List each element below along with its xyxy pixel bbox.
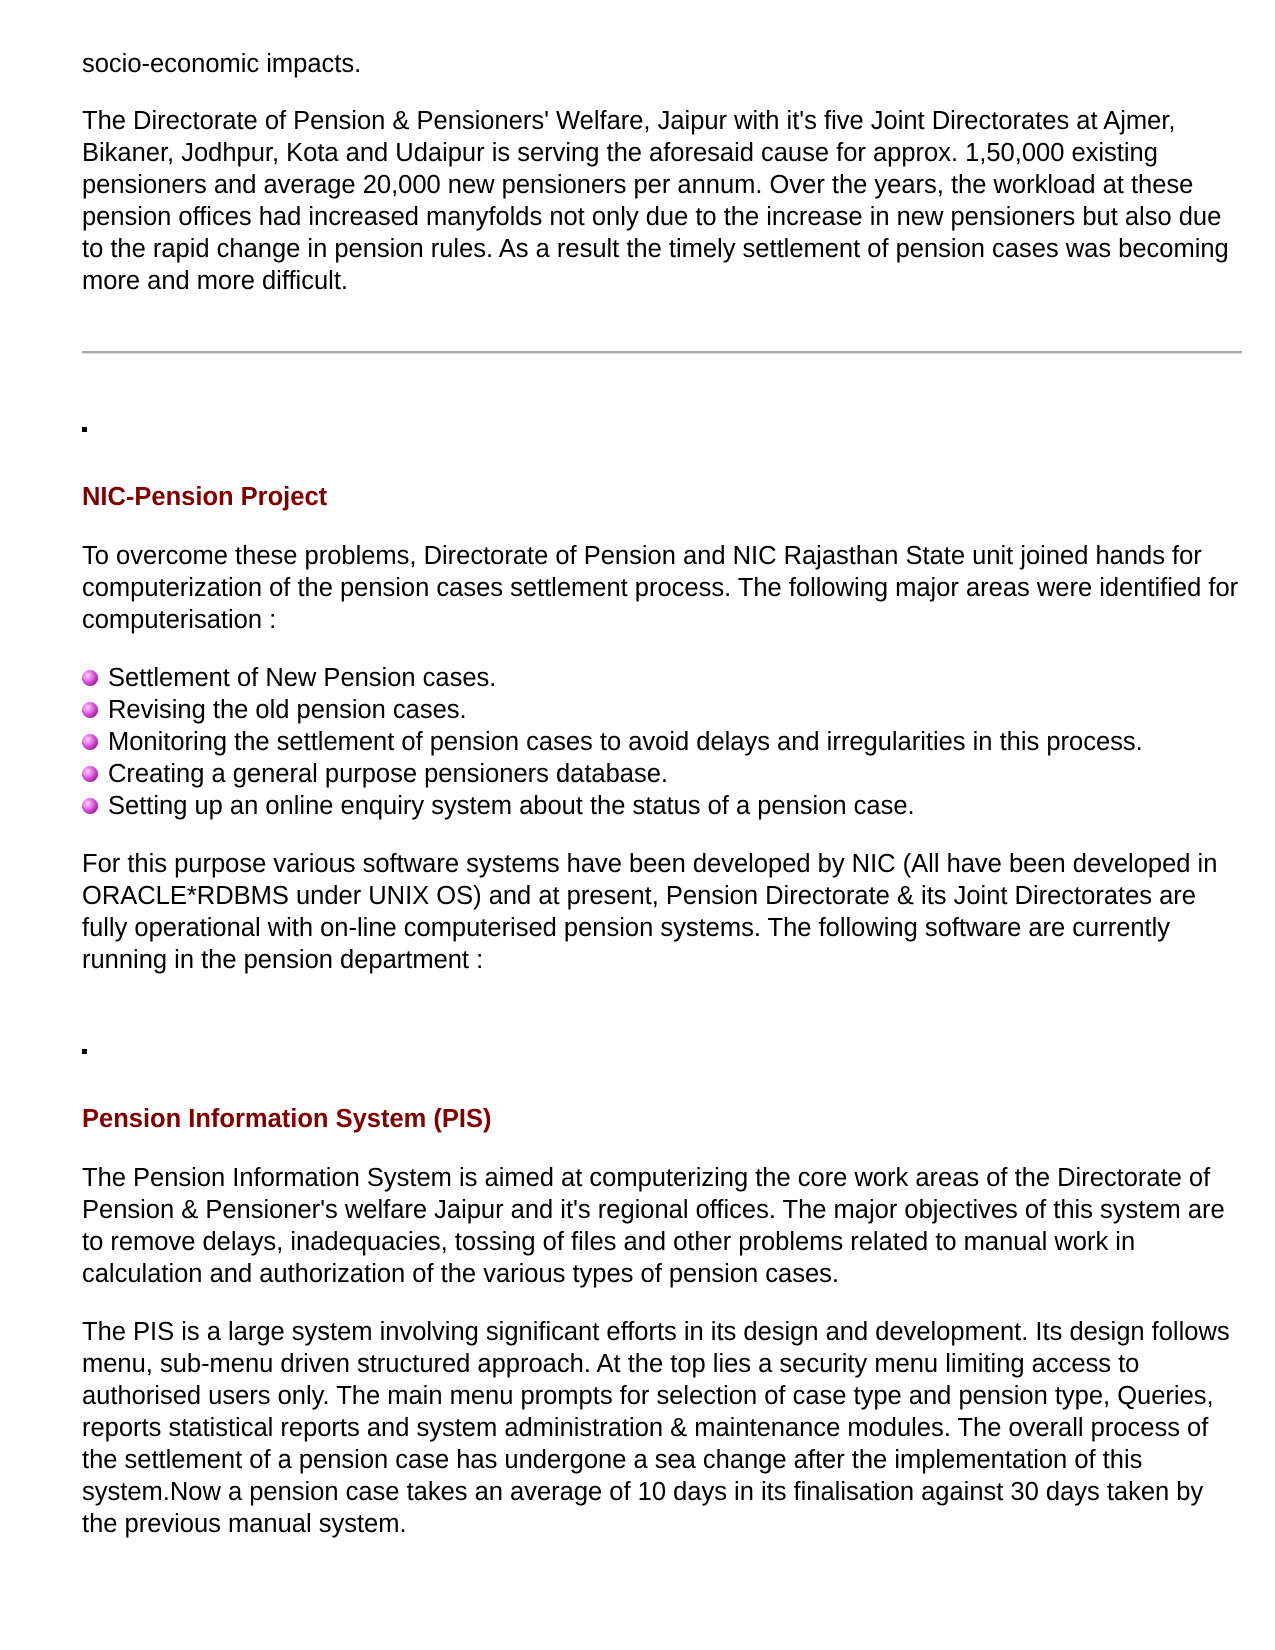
list-item-text: Revising the old pension cases. (108, 696, 467, 724)
nic-pension-project-heading: NIC-Pension Project (82, 483, 328, 511)
purple-ball-bullet-icon (82, 798, 98, 814)
list-item (82, 790, 1242, 822)
pis-heading: Pension Information System (PIS) (82, 1105, 492, 1133)
intro-tail-text: socio-economic impacts. (82, 50, 362, 78)
directorate-paragraph: The Directorate of Pension & Pensioners' Welfare, Jaipur with it's five Joint Directorates at Ajmer, Bikaner, Jodhpur, Kota and Udaipur is serving the aforesaid cause for approx. 1,50,000 existing pensioners and average 20,000 new pensioners per annum. Over the years, the workload at these pension offices had increased manyfolds not only due to the increase in new pensioners but also due to the rapid change in pension rules. As a result the timely settlement of pension cases was becoming more and more difficult. (82, 107, 1229, 295)
purple-ball-bullet-icon (82, 766, 98, 782)
list-item (82, 694, 1242, 726)
list-item-text: Setting up an online enquiry system about the status of a pension case. (108, 792, 915, 820)
list-item-text: Settlement of New Pension cases. (108, 664, 497, 692)
list-item (82, 758, 1242, 790)
list-item-text: Creating a general purpose pensioners database. (108, 760, 668, 788)
nic-intro-paragraph: To overcome these problems, Directorate of Pension and NIC Rajasthan State unit joined hands for computerization of the pension cases settlement process. The following major areas were identified for computerisation : (82, 542, 1239, 634)
pis-design-paragraph: The PIS is a large system involving significant efforts in its design and development. Its design follows menu, sub-menu driven structured approach. At the top lies a security menu limiting access to authorised users only. The main menu prompts for selection of case type and pension type, Queries, reports statistical reports and system administration & maintenance modules. The overall process of the settlement of a pension case has undergone a sea change after the implementation of this system.Now a pension case takes an average of 10 days in its finalisation against 30 days taken by the previous manual system. (82, 1318, 1230, 1538)
computerisation-areas-list (82, 662, 1242, 822)
purple-ball-bullet-icon (82, 702, 98, 718)
list-item (82, 662, 1242, 694)
horizontal-divider (82, 351, 1242, 354)
section-marker-dot (82, 427, 87, 432)
section-marker-dot (82, 1049, 87, 1054)
list-item (82, 726, 1242, 758)
list-item-text: Monitoring the settlement of pension cases to avoid delays and irregularities in this process. (108, 728, 1143, 756)
document-page (82, 48, 1242, 1566)
purple-ball-bullet-icon (82, 670, 98, 686)
pis-objectives-paragraph: The Pension Information System is aimed at computerizing the core work areas of the Directorate of Pension & Pensioner's welfare Jaipur and it's regional offices. The major objectives of this system are to remove delays, inadequacies, tossing of files and other problems related to manual work in calculation and authorization of the various types of pension cases. (82, 1164, 1225, 1288)
software-systems-paragraph: For this purpose various software systems have been developed by NIC (All have been developed in ORACLE*RDBMS under UNIX OS) and at present, Pension Directorate & its Joint Directorates are fully operational with on-line computerised pension systems. The following software are currently running in the pension department : (82, 850, 1218, 974)
purple-ball-bullet-icon (82, 734, 98, 750)
